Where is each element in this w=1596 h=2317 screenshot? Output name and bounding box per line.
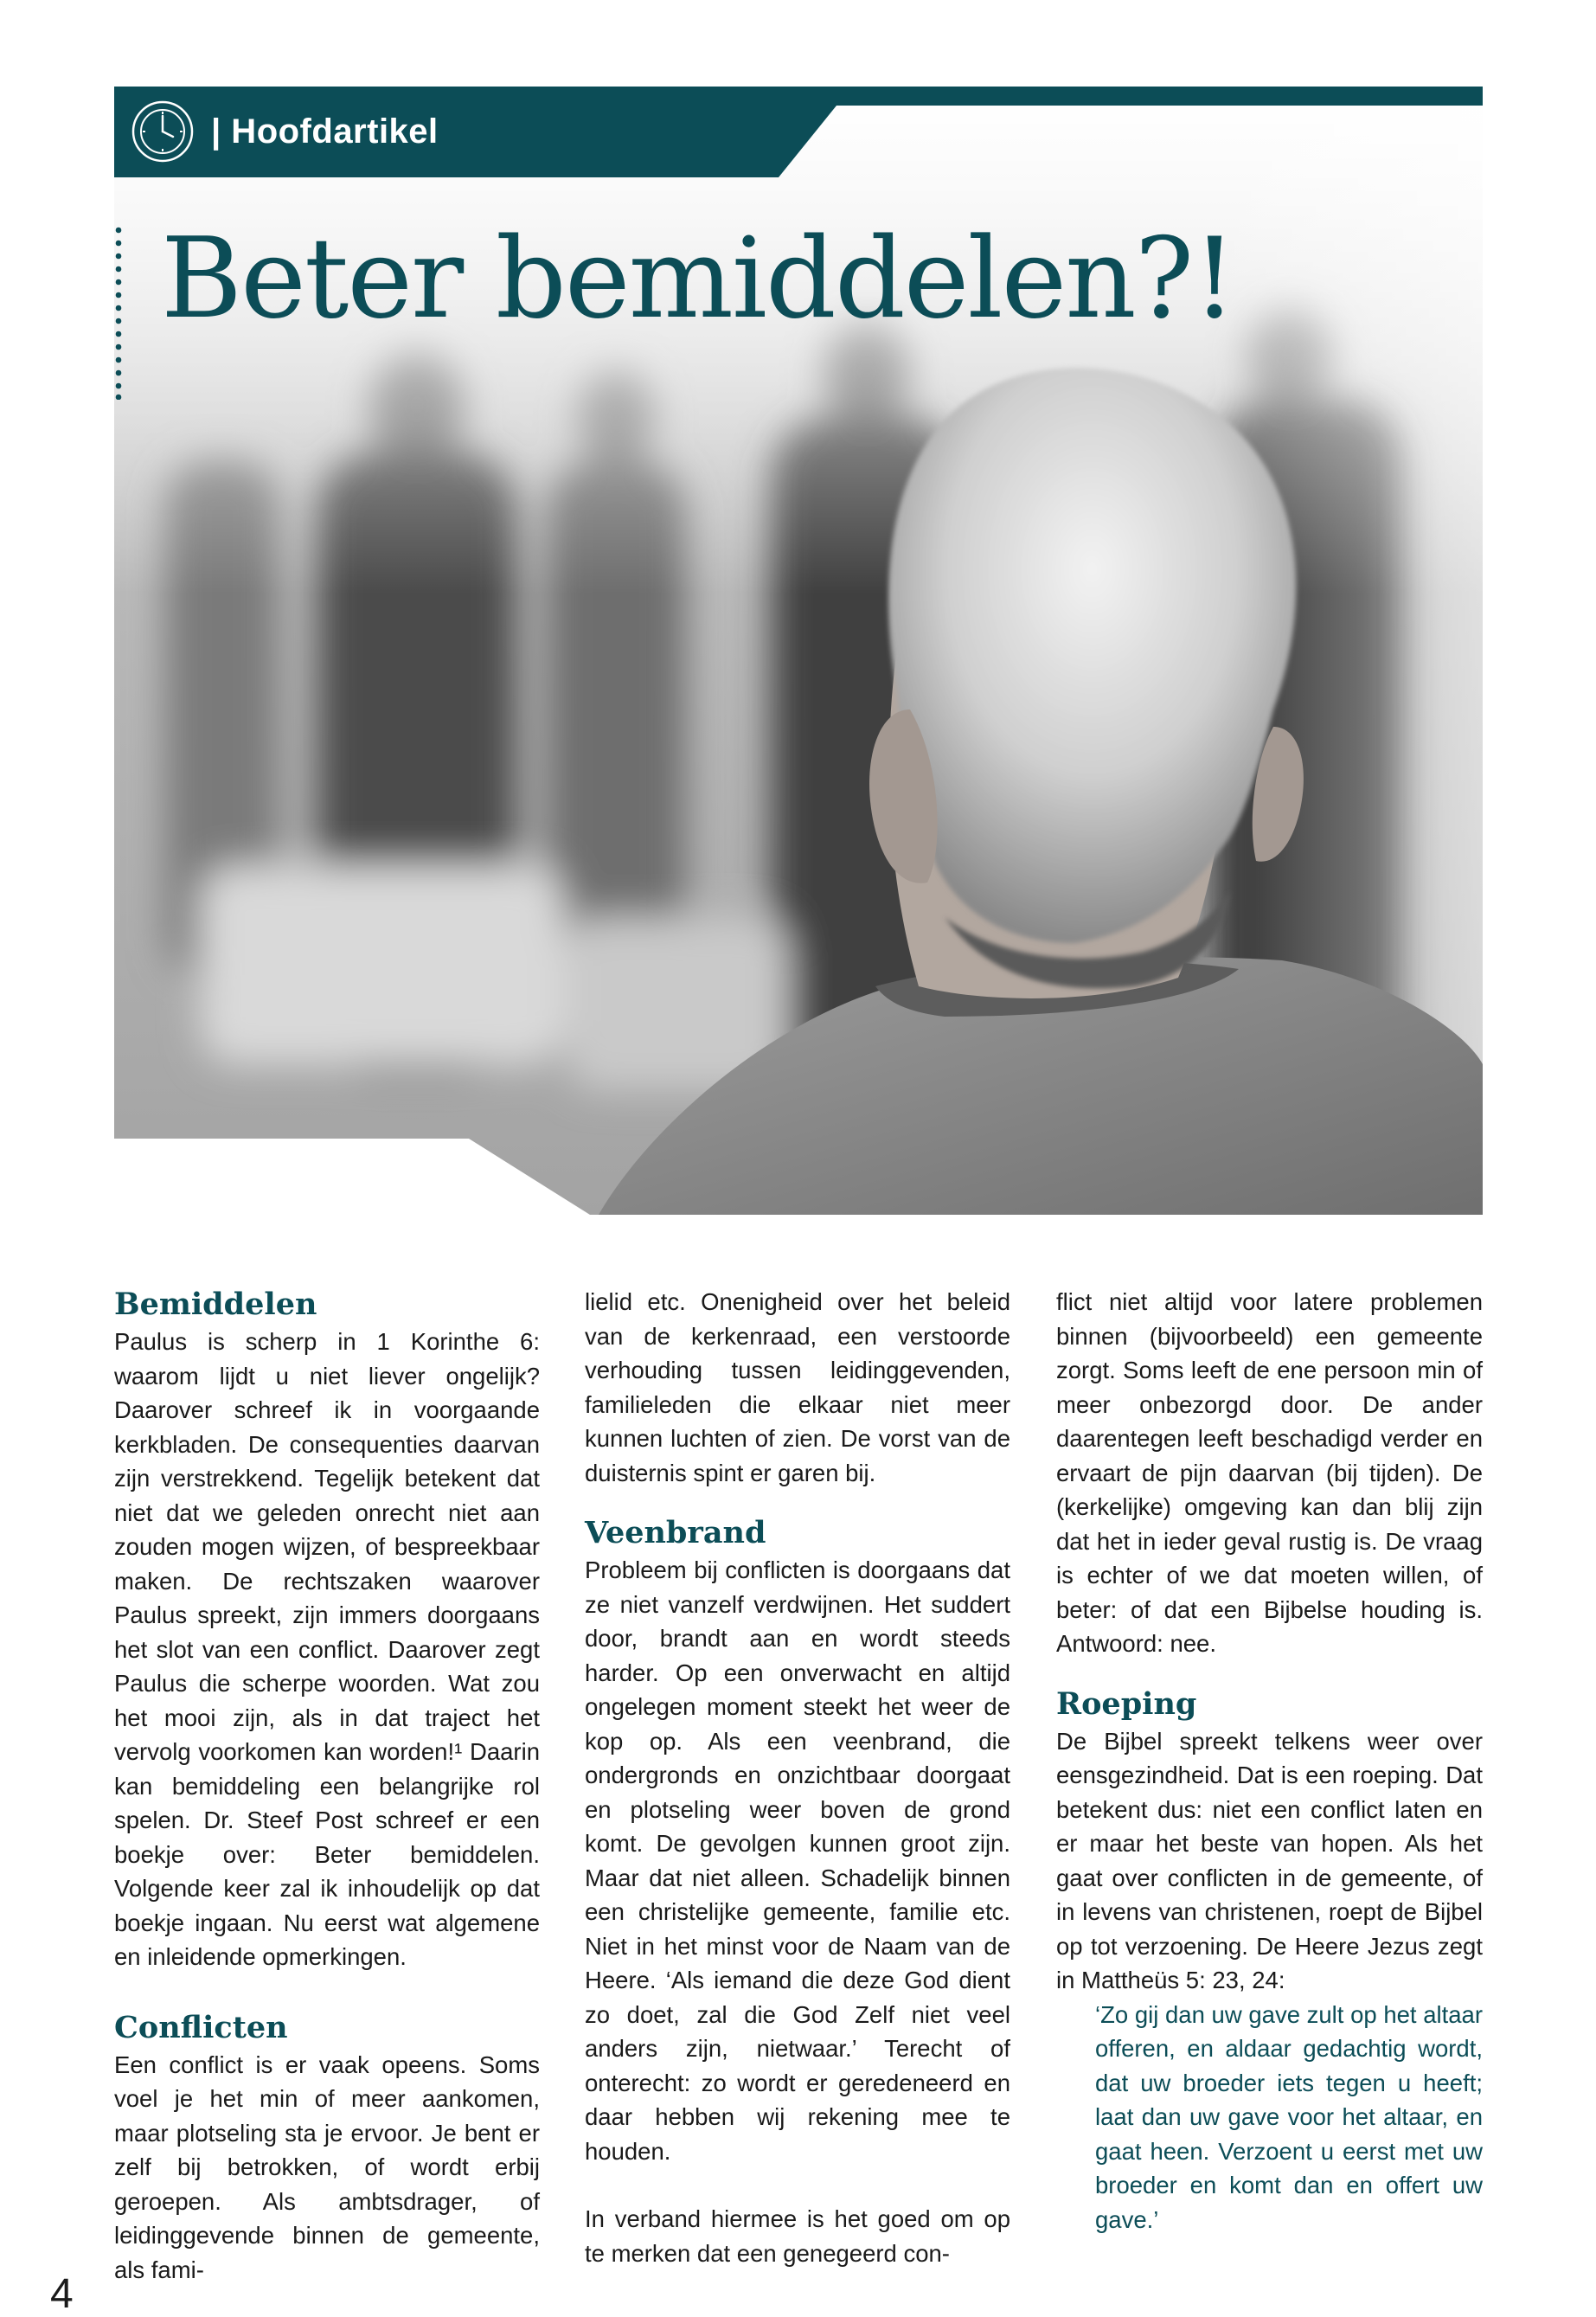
- clock-icon: [130, 99, 195, 164]
- heading-veenbrand: Veenbrand: [585, 1515, 766, 1550]
- heading-conflicten: Conflicten: [114, 2009, 288, 2045]
- heading-roeping: Roeping: [1056, 1685, 1197, 1722]
- dotted-rule: [114, 227, 123, 400]
- paragraph: Paulus is scherp in 1 Korinthe 6: waarom lijdt u niet liever ongelijk? Daarover schreef ik in voorgaande kerkbladen. De consequenties daarvan zijn verstrekkend. Tegelijk betekent dat niet dat we geleden onrecht niet aan zouden mogen wijzen, of bespreekbaar maken. De rechtszaken waarover Paulus spreekt, zijn immers doorgaans het slot van een conflict. Daarover zegt Paulus die scherpe woorden. Wat zou het mooi zijn, als in dat traject het vervolg voorkomen kan worden!¹ Daarin kan bemiddeling een belangrijke rol spelen. Dr. Steef Post schreef er een boekje over: Beter bemiddelen. Volgende keer zal ik inhoudelijk op dat boekje ingaan. Nu eerst wat algemene en inleidende opmerkingen.: [114, 1328, 540, 1970]
- paragraph: lielid etc. Onenigheid over het beleid van de kerkenraad, een verstoorde verhouding tussen leidinggevenden, familieleden die elkaar niet meer kunnen luchten of zien. De vorst van de duisternis spint er garen bij.: [585, 1288, 1010, 1486]
- paragraph: Een conflict is er vaak opeens. Soms voel je het min of meer aankomen, maar plotseling sta je ervoor. Je bent er zelf bij betrokken, of wordt erbij geroepen. Als ambtsdrager, of leidinggevende binnen de gemeente, als fami-: [114, 2051, 540, 2283]
- bible-quote: ‘Zo gij dan uw gave zult op het altaar offeren, en aldaar gedachtig wordt, dat uw broeder iets tegen u heeft; laat dan uw gave voor het altaar, en gaat heen. Verzoent u eerst met uw broeder en komt dan en offert uw gave.’: [1095, 2000, 1483, 2233]
- paragraph: De Bijbel spreekt telkens weer over eensgezindheid. Dat is een roeping. Dat betekent dus: niet een conflict laten en er maar het beste van hopen. Als het gaat over conflicten in de gemeente, of in levens van christenen, roept de Bijbel op tot verzoening. De Heere Jezus zegt in Mattheüs 5: 23, 24:: [1056, 1727, 1483, 1993]
- paragraph: flict niet altijd voor latere problemen binnen (bijvoorbeeld) een gemeente zorgt. Soms leeft de ene persoon min of meer onbezorgd door. De ander daarentegen leeft beschadigd verder en ervaart de pijn daarvan (bij tijden). De (kerkelijke) omgeving kan dan blij zijn dat het in ieder geval rustig is. De vraag is echter of we dat moeten willen, of beter: of dat een Bijbelse houding is. Antwoord: nee.: [1056, 1288, 1483, 1657]
- page-number: 4: [50, 2271, 74, 2317]
- text-column-2: [585, 1285, 1010, 2270]
- heading-bemiddelen: Bemiddelen: [114, 1287, 317, 1322]
- text-column-1: [114, 1285, 540, 2287]
- section-label: | Hoofdartikel: [211, 112, 439, 151]
- paragraph: In verband hiermee is het goed om op te merken dat een genegeerd con-: [585, 2205, 1010, 2267]
- paragraph: Probleem bij conflicten is doorgaans dat ze niet vanzelf verdwijnen. Het suddert door, brandt aan en wordt steeds harder. Op een onverwacht en altijd ongelegen moment steekt het weer de kop op. Als een veenbrand, die ondergronds en onzichtbaar doorgaat en plotseling weer boven de grond komt. De gevolgen kunnen groot zijn. Maar dat niet alleen. Schadelijk binnen een christelijke gemeente, familie etc. Niet in het minst voor de Naam van de Heere. ‘Als iemand die deze God dient zo doet, zal die God Zelf niet veel anders zijn, nietwaar.’ Terecht of onterecht: zo wordt er geredeneerd en daar hebben wij rekening mee te houden.: [585, 1556, 1010, 2165]
- article-title: Beter bemiddelen?!: [161, 215, 1235, 343]
- section-banner: [114, 87, 1483, 177]
- text-column-3: [1056, 1285, 1483, 2237]
